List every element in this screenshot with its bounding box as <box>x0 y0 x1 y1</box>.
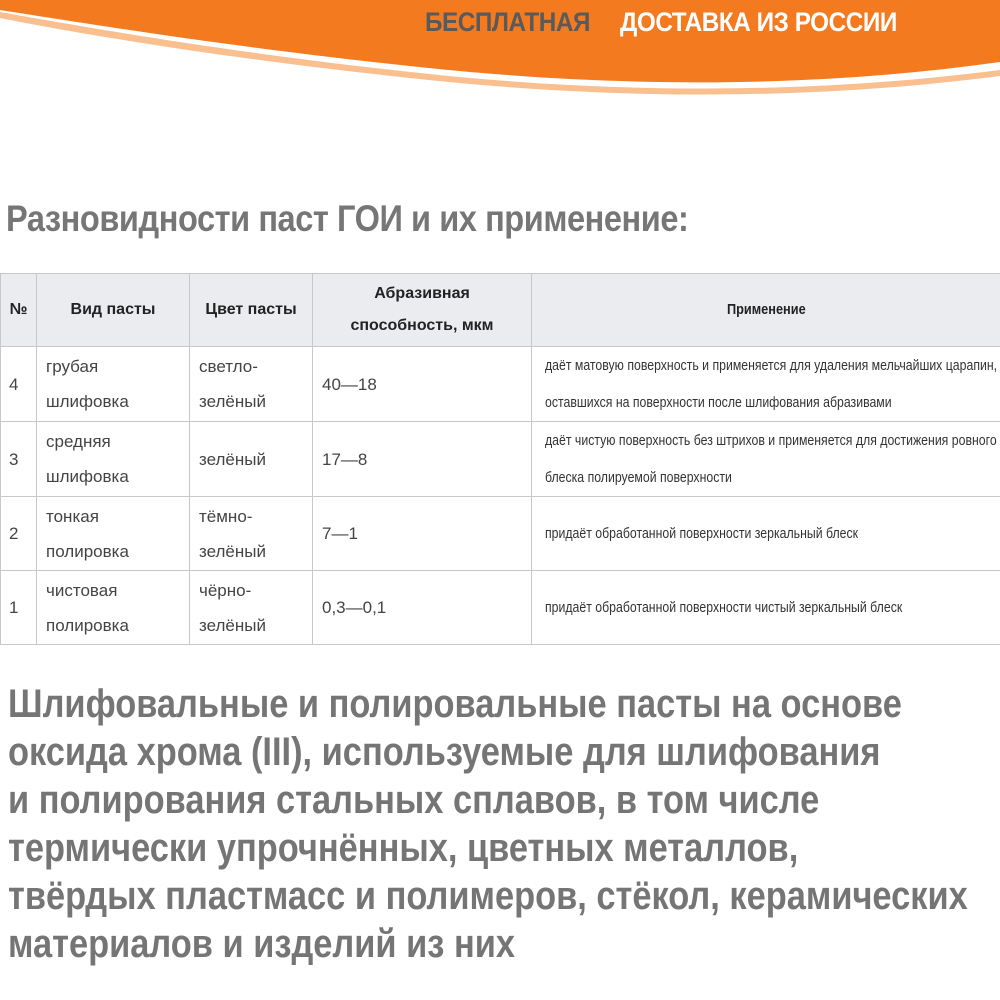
banner-free-label: БЕСПЛАТНАЯ <box>425 7 590 37</box>
cell-type-line2: полировка <box>46 541 129 561</box>
header-abrasive-line2: способность, мкм <box>350 317 494 334</box>
cell-color <box>190 497 313 571</box>
cell-color-line2: зелёный <box>199 615 266 635</box>
cell-application <box>532 497 1000 571</box>
description-line: термически упрочнённых, цветных металлов, <box>8 826 799 870</box>
cell-type-line1: грубая <box>46 357 99 376</box>
cell-application-line1: придаёт обработанной поверхности чистый зеркальный блеск <box>545 599 903 616</box>
cell-application-line2: блеска полируемой поверхности <box>545 469 732 486</box>
description-line: Шлифовальные и полировальные пасты на основе <box>8 682 902 726</box>
cell-application <box>532 571 1000 645</box>
cell-application-line1: даёт матовую поверхность и применяется для удаления мельчайших царапин, <box>545 357 998 374</box>
header-num: № <box>1 274 37 347</box>
paste-types-table <box>0 273 1000 645</box>
cell-color <box>190 347 313 422</box>
cell-color <box>190 422 313 497</box>
cell-type-line2: шлифовка <box>46 467 129 486</box>
cell-type-line1: средняя <box>46 432 111 451</box>
cell-color-line1: светло- <box>199 357 258 376</box>
section-heading: Разновидности паст ГОИ и их применение: <box>6 198 689 239</box>
cell-abrasive: 0,3—0,1 <box>313 571 532 645</box>
cell-application <box>532 347 1000 422</box>
header-application <box>532 274 1000 347</box>
cell-type <box>37 347 190 422</box>
header-application-label: Применение <box>726 301 806 318</box>
table-row <box>1 571 1000 645</box>
cell-num: 1 <box>1 571 37 645</box>
cell-type <box>37 422 190 497</box>
cell-color-line1: тёмно- <box>199 506 253 526</box>
header-abrasive <box>313 274 532 347</box>
description-line: материалов и изделий из них <box>8 922 515 966</box>
description-line: и полирования стальных сплавов, в том числе <box>8 778 820 822</box>
cell-type-line2: полировка <box>46 615 129 635</box>
cell-type-line2: шлифовка <box>46 392 129 411</box>
cell-application-line1: придаёт обработанной поверхности зеркальный блеск <box>545 525 859 542</box>
product-description <box>8 680 1000 968</box>
cell-application-line1: даёт чистую поверхность без штрихов и применяется для достижения ровного <box>545 432 997 449</box>
cell-abrasive: 40—18 <box>313 347 532 422</box>
cell-application-line2: оставшихся на поверхности после шлифования абразивами <box>545 394 892 411</box>
cell-num: 3 <box>1 422 37 497</box>
cell-color-line1: зелёный <box>199 449 266 469</box>
description-line: твёрдых пластмасс и полимеров, стёкол, керамических <box>8 874 968 918</box>
cell-color <box>190 571 313 645</box>
cell-type-line1: тонкая <box>46 506 99 526</box>
description-line: оксида хрома (III), используемые для шлифования <box>8 730 881 774</box>
table-row <box>1 422 1000 497</box>
cell-num: 4 <box>1 347 37 422</box>
cell-type <box>37 571 190 645</box>
cell-type <box>37 497 190 571</box>
cell-type-line1: чистовая <box>46 580 118 600</box>
cell-application <box>532 422 1000 497</box>
cell-abrasive: 17—8 <box>313 422 532 497</box>
cell-num: 2 <box>1 497 37 571</box>
table-row <box>1 497 1000 571</box>
header-color: Цвет пасты <box>190 274 313 347</box>
table-row <box>1 347 1000 422</box>
cell-color-line1: чёрно- <box>199 580 252 600</box>
header-type: Вид пасты <box>37 274 190 347</box>
cell-color-line2: зелёный <box>199 392 266 411</box>
table-header-row <box>1 274 1000 347</box>
cell-abrasive: 7—1 <box>313 497 532 571</box>
cell-color-line2: зелёный <box>199 541 266 561</box>
banner-delivery-label: ДОСТАВКА ИЗ РОССИИ <box>620 7 897 37</box>
header-abrasive-line1: Абразивная <box>374 285 470 302</box>
